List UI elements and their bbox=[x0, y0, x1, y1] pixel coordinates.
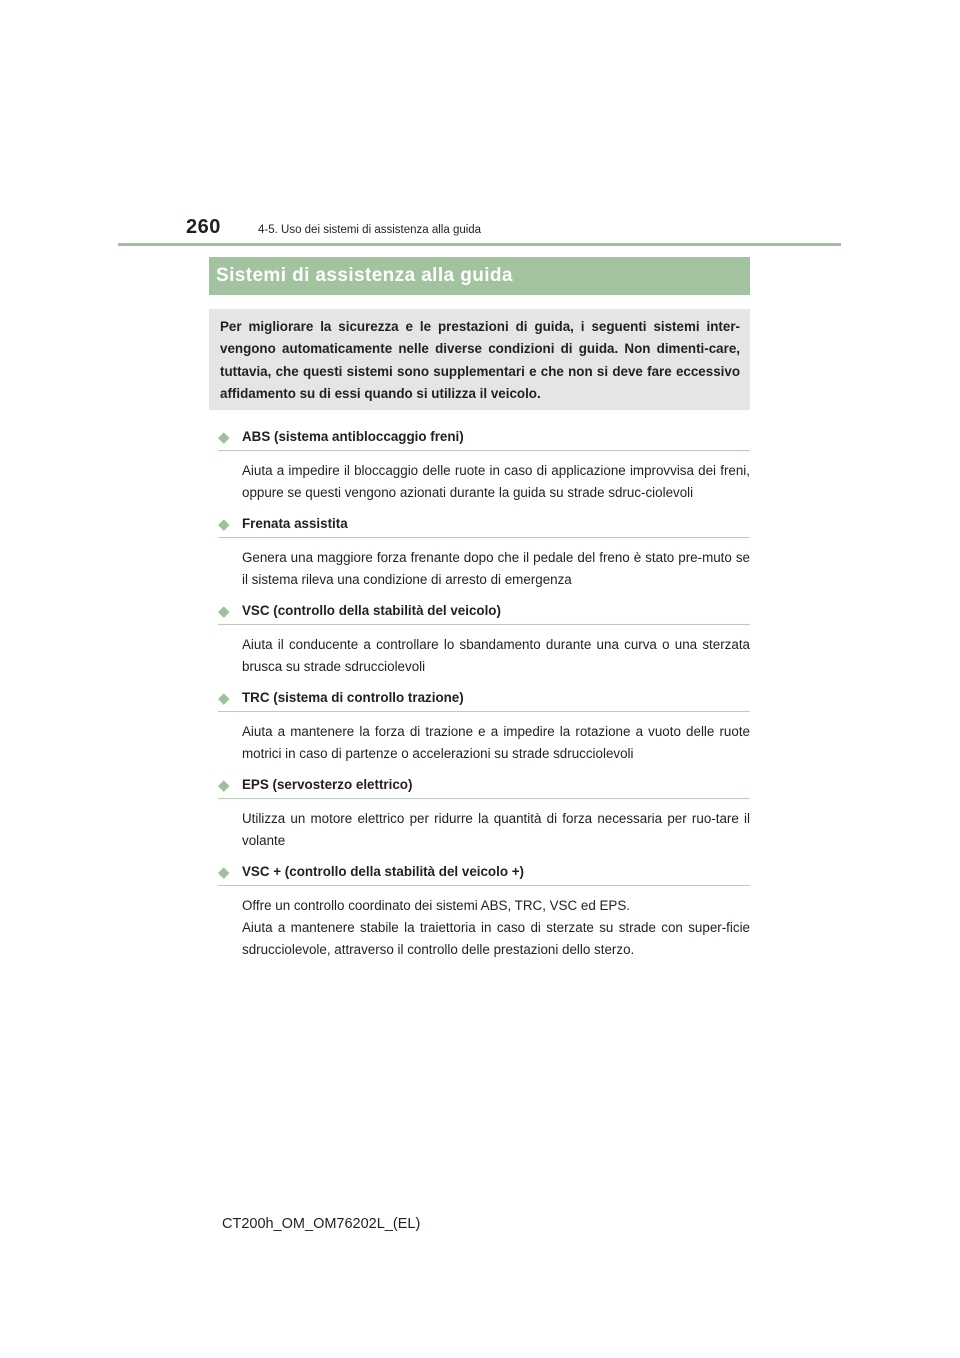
feature-title: TRC (sistema di controllo trazione) bbox=[242, 690, 464, 705]
diamond-bullet-icon: ◆ bbox=[218, 602, 230, 620]
feature-title: ABS (sistema antibloccaggio freni) bbox=[242, 429, 464, 444]
diamond-bullet-icon: ◆ bbox=[218, 776, 230, 794]
page-title: Sistemi di assistenza alla guida bbox=[216, 265, 513, 286]
section-header: 4-5. Uso dei sistemi di assistenza alla guida bbox=[258, 224, 482, 236]
feature-trc bbox=[218, 689, 750, 765]
document-code: CT200h_OM_OM76202L_(EL) bbox=[222, 1216, 421, 1232]
diamond-bullet-icon: ◆ bbox=[218, 863, 230, 881]
intro-text: Per migliorare la sicurezza e le prestazioni di guida, i seguenti sistemi inter-vengono automaticamente nelle diverse condizioni di guida. Non dimenti-care, tuttavia, che questi sistemi sono supplementari e che non si deve fare eccessivo affidamento su di essi quando si utilizza il veicolo. bbox=[220, 319, 740, 401]
feature-brake-assist bbox=[218, 515, 750, 591]
feature-vsc-plus bbox=[218, 863, 750, 961]
feature-title: Frenata assistita bbox=[242, 516, 348, 531]
feature-vsc bbox=[218, 602, 750, 678]
feature-abs bbox=[218, 428, 750, 504]
page-title-bar bbox=[209, 257, 750, 295]
feature-list bbox=[218, 428, 750, 972]
feature-heading bbox=[218, 515, 750, 538]
feature-description: Aiuta a mantenere la forza di trazione e a impedire la rotazione a vuoto delle ruote motrici in caso di partenze o accelerazioni su strade sdrucciolevoli bbox=[242, 724, 750, 761]
page-number: 260 bbox=[186, 216, 221, 238]
feature-description-continued: Aiuta a mantenere stabile la traiettoria in caso di sterzate su strade con super-ficie sdrucciolevole, attraverso il controllo delle prestazioni dello sterzo. bbox=[242, 920, 750, 957]
feature-title: EPS (servosterzo elettrico) bbox=[242, 777, 413, 792]
header-divider bbox=[118, 243, 841, 246]
feature-title: VSC + (controllo della stabilità del veicolo +) bbox=[242, 864, 525, 879]
diamond-bullet-icon: ◆ bbox=[218, 428, 230, 446]
feature-heading bbox=[218, 863, 750, 886]
feature-heading bbox=[218, 776, 750, 799]
feature-description: Utilizza un motore elettrico per ridurre la quantità di forza necessaria per ruo-tare il volante bbox=[242, 811, 750, 848]
feature-heading bbox=[218, 428, 750, 451]
feature-description: Aiuta il conducente a controllare lo sbandamento durante una curva o una sterzata brusca su strade sdrucciolevoli bbox=[242, 637, 750, 674]
feature-title: VSC (controllo della stabilità del veicolo) bbox=[242, 603, 501, 618]
intro-box bbox=[209, 309, 750, 410]
feature-eps bbox=[218, 776, 750, 852]
diamond-bullet-icon: ◆ bbox=[218, 515, 230, 533]
feature-description: Aiuta a impedire il bloccaggio delle ruote in caso di applicazione improvvisa dei freni, oppure se questi vengono azionati durante la guida su strade sdruc-ciolevoli bbox=[242, 463, 750, 500]
feature-description: Offre un controllo coordinato dei sistemi ABS, TRC, VSC ed EPS. bbox=[242, 898, 631, 913]
feature-description: Genera una maggiore forza frenante dopo che il pedale del freno è stato pre-muto se il sistema rileva una condizione di arresto di emergenza bbox=[242, 550, 750, 587]
feature-heading bbox=[218, 602, 750, 625]
diamond-bullet-icon: ◆ bbox=[218, 689, 230, 707]
feature-heading bbox=[218, 689, 750, 712]
